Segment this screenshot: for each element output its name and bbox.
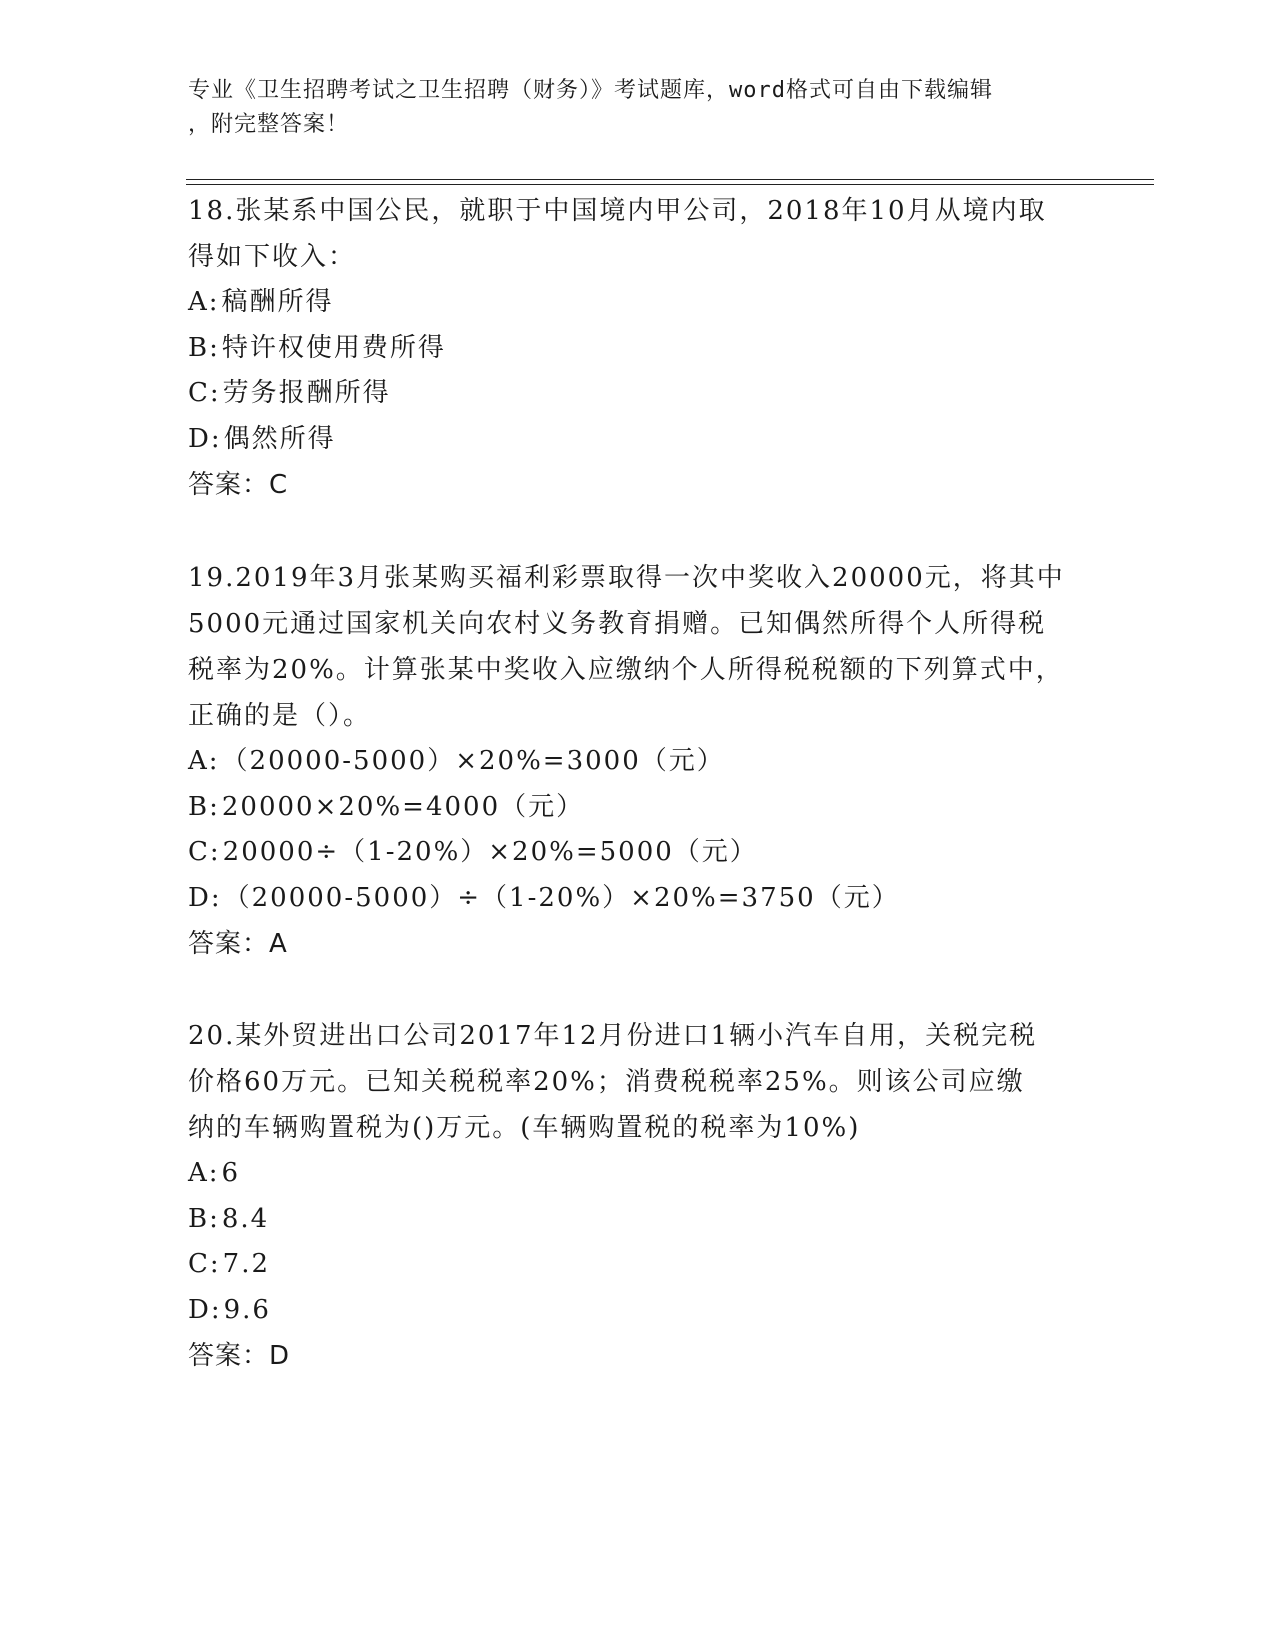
- option-text: 劳务报酬所得: [222, 378, 391, 408]
- option-a: [188, 739, 1088, 785]
- option-a: [188, 1151, 1088, 1197]
- option-key: B:: [188, 1203, 220, 1234]
- option-key: A:: [188, 287, 220, 317]
- option-c: [188, 830, 1088, 876]
- header-line-2: ，附完整答案！: [188, 112, 350, 137]
- option-key: D:: [188, 882, 222, 913]
- option-d: [188, 417, 1088, 463]
- option-key: D:: [188, 1294, 222, 1325]
- option-text: 稿酬所得: [221, 287, 334, 317]
- document-header: [188, 74, 1068, 142]
- question-stem-line: 20.某外贸进出口公司2017年12月份进口1辆小汽车自用，关税完税: [188, 1021, 1038, 1051]
- option-text: 6: [221, 1158, 241, 1188]
- option-c: [188, 371, 1088, 417]
- option-text: 偶然所得: [223, 423, 336, 454]
- question-19: [188, 555, 1088, 967]
- question-spacer: [188, 967, 1088, 1013]
- question-spacer: [188, 508, 1088, 555]
- option-text: 8.4: [221, 1203, 270, 1234]
- answer-line: 答案：A: [188, 929, 288, 959]
- question-20: [188, 1013, 1088, 1379]
- option-b: [188, 326, 1088, 372]
- option-key: D:: [188, 423, 222, 454]
- question-stem-line: 18.张某系中国公民，就职于中国境内甲公司，2018年10月从境内取: [188, 196, 1047, 226]
- answer-line: 答案：C: [188, 470, 289, 500]
- option-text: （20000-5000）×20%=3000（元）: [221, 746, 725, 776]
- option-key: A:: [188, 1158, 220, 1188]
- question-stem-line: 价格60万元。已知关税税率20%；消费税税率25%。则该公司应缴: [188, 1067, 1025, 1097]
- header-divider-top: [186, 179, 1154, 180]
- option-b: [188, 1197, 1088, 1243]
- question-stem-line: 19.2019年3月张某购买福利彩票取得一次中奖收入20000元，将其中: [188, 563, 1065, 593]
- option-d: [188, 1288, 1088, 1334]
- option-key: C:: [188, 837, 221, 867]
- question-18: [188, 188, 1088, 508]
- question-stem-line: 正确的是（）。: [188, 701, 372, 731]
- question-stem-line: 5000元通过国家机关向农村义务教育捐赠。已知偶然所得个人所得税: [188, 609, 1047, 639]
- option-text: 20000÷（1-20%）×20%=5000（元）: [222, 837, 758, 867]
- option-d: [188, 876, 1088, 922]
- option-key: C:: [188, 378, 221, 408]
- option-b: [188, 785, 1088, 831]
- question-stem-line: 纳的车辆购置税为()万元。(车辆购置税的税率为10%): [188, 1113, 861, 1143]
- option-text: 7.2: [222, 1249, 271, 1279]
- question-stem-line: 税率为20%。计算张某中奖收入应缴纳个人所得税税额的下列算式中，: [188, 655, 1064, 685]
- question-list: [188, 188, 1088, 1379]
- option-a: [188, 280, 1088, 326]
- header-line-1: 专业《卫生招聘考试之卫生招聘（财务）》考试题库，word格式可自由下载编辑: [188, 78, 993, 103]
- option-text: 特许权使用费所得: [221, 332, 446, 363]
- option-key: B:: [188, 791, 220, 822]
- header-divider-bottom: [186, 184, 1154, 185]
- option-key: A:: [188, 746, 220, 776]
- option-c: [188, 1242, 1088, 1288]
- question-stem-line: 得如下收入：: [188, 242, 357, 272]
- option-text: 9.6: [223, 1294, 271, 1325]
- option-text: 20000×20%=4000（元）: [221, 791, 585, 822]
- answer-line: 答案：D: [188, 1341, 291, 1371]
- option-key: C:: [188, 1249, 221, 1279]
- option-text: （20000-5000）÷（1-20%）×20%=3750（元）: [223, 882, 900, 913]
- option-key: B:: [188, 332, 220, 363]
